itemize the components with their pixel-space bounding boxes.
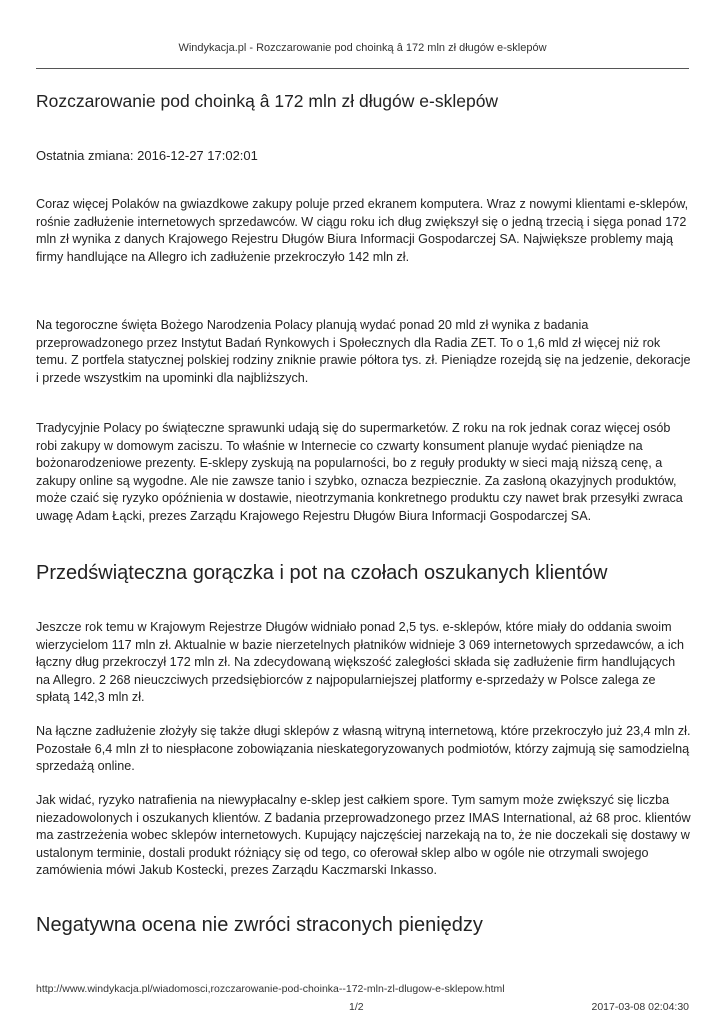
paragraph-6: Jak widać, ryzyko natrafienia na niewypłacalny e-sklep jest całkiem spore. Tym samym może zwiększyć się liczba niezadowolonych i oszukanych klientów. Z badania przeprowadzonego przez IMAS International, aż 68 proc. klientów ma zastrzeżenia wobec sklepów internetowych. Kupujący najczęściej narzekają na to, że nie doczekali się dostawy w ustalonym terminie, dostali produkt różniący się od tego, co oferował sklep albo w ogóle nie otrzymali swojego zamówienia mówi Jakub Kostecki, prezes Zarządu Kaczmarski Inkasso. [36, 793, 691, 878]
article-title: Rozczarowanie pod choinką â 172 mln zł długów e-sklepów [36, 91, 499, 111]
section-heading-2: Negatywna ocena nie zwróci straconych pieniędzy [36, 914, 483, 936]
footer-page-number: 1/2 [349, 1001, 364, 1013]
paragraph-2: Na tegoroczne święta Bożego Narodzenia Polacy planują wydać ponad 20 mld zł wynika z badania przeprowadzonego przez Instytut Badań Rynkowych i Społecznych dla Radia ZET. To o 1,6 mld zł więcej niż rok temu. Z portfela statycznej polskiej rodziny zniknie prawie półtora tys. zł. Pieniądze rozejdą się na jedzenie, dekoracje i przede wszystkim na upominki dla najbliższych. [36, 318, 691, 385]
last-modified: Ostatnia zmiana: 2016-12-27 17:02:01 [36, 148, 258, 163]
header-divider [36, 68, 689, 69]
paragraph-4: Jeszcze rok temu w Krajowym Rejestrze Długów widniało ponad 2,5 tys. e-sklepów, które miały do oddania swoim wierzycielom 117 mln zł. Aktualnie w bazie nierzetelnych płatników widnieje 3 069 internetowych sprzedawców, a ich łączny dług przekroczył 172 mln zł. Na zdecydowaną większość zaległości składa się zadłużenie firm handlujących na Allegro. 2 268 nieuczciwych przedsiębiorców z najpopularniejszej platformy e-sprzedaży w Polsce zalega ze spłatą 142,3 mln zł. [36, 620, 684, 705]
paragraph-1: Coraz więcej Polaków na gwiazdkowe zakupy poluje przed ekranem komputera. Wraz z nowymi klientami e-sklepów, rośnie zadłużenie internetowych sprzedawców. W ciągu roku ich dług zwiększył się o jedną trzecią i sięga ponad 172 mln zł wynika z danych Krajowego Rejestru Długów Biura Informacji Gospodarczej SA. Największe problemy mają firmy handlujące na Allegro ich zadłużenie przekroczyło 142 mln zł. [36, 197, 689, 264]
page-header: Windykacja.pl - Rozczarowanie pod choinką â 172 mln zł długów e-sklepów [178, 42, 547, 54]
footer-url[interactable]: http://www.windykacja.pl/wiadomosci,rozczarowanie-pod-choinka--172-mln-zl-dlugow-e-sklepow.html [36, 983, 505, 995]
footer-date: 2017-03-08 02:04:30 [591, 1001, 689, 1013]
section-heading-1: Przedświąteczna gorączka i pot na czołach oszukanych klientów [36, 562, 608, 584]
paragraph-3: Tradycyjnie Polacy po świąteczne sprawunki udają się do supermarketów. Z roku na rok jednak coraz więcej osób robi zakupy w domowym zaciszu. To właśnie w Internecie co czwarty konsument planuje wydać pieniądze na bożonarodzeniowe prezenty. E-sklepy zyskują na popularności, bo z reguły produkty w sieci mają niższą cenę, a zakupy online są wygodne. Ale nie zawsze tanio i szybko, oznacza bezpiecznie. Za zasłoną okazyjnych produktów, może czaić się ryzyko opóźnienia w dostawie, nieotrzymania konkretnego produktu czy nawet brak przesyłki zwraca uwagę Adam Łącki, prezes Zarządu Krajowego Rejestru Długów Biura Informacji Gospodarczej SA. [36, 421, 683, 523]
paragraph-5: Na łączne zadłużenie złożyły się także długi sklepów z własną witryną internetową, które przekroczyło już 23,4 mln zł. Pozostałe 6,4 mln zł to niespłacone zobowiązania nieskategoryzowanych podmiotów, którzy zajmują się samodzielną sprzedażą online. [36, 724, 691, 774]
